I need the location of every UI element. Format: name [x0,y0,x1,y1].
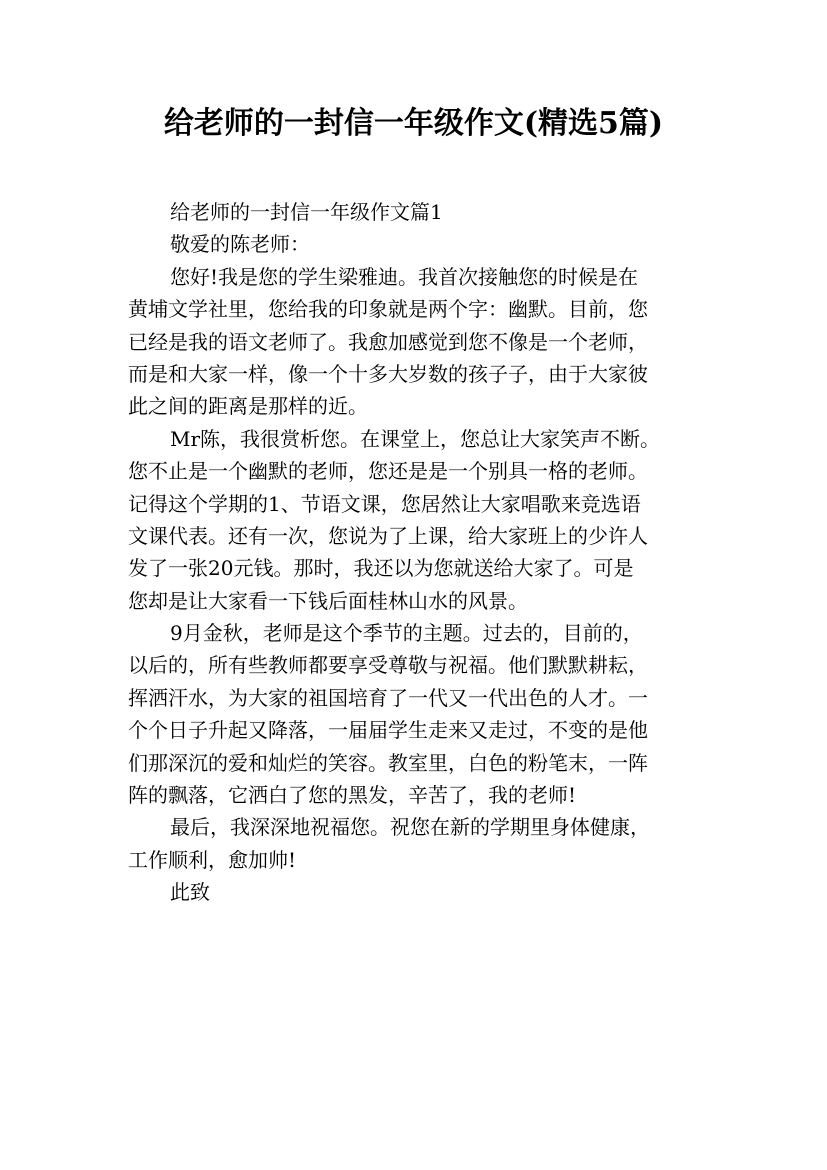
paragraph-line: 发了一张20元钱。那时，我还以为您就送给大家了。可是 [128,556,634,581]
document-title: 给老师的一封信一年级作文(精选5篇) [163,106,664,141]
closing-line: 此致 [170,880,210,905]
paragraph-line: 您好!我是您的学生梁雅迪。我首次接触您的时候是在 [170,264,639,289]
paragraph-line: 而是和大家一样，像一个十多大岁数的孩子子，由于大家彼 [128,361,648,386]
paragraph-line: 工作顺利，愈加帅! [128,847,297,872]
document-body [128,196,708,909]
paragraph-line: 此之间的距离是那样的近。 [128,394,368,419]
paragraph-line: 个个日子升起又降落，一届届学生走来又走过，不变的是他 [128,718,648,743]
salutation: 敬爱的陈老师： [170,232,310,257]
paragraph-line: 记得这个学期的1、节语文课，您居然让大家唱歌来竞选语 [128,491,641,516]
paragraph-line: 阵的飘落，它洒白了您的黑发，辛苦了，我的老师! [128,783,577,808]
paragraph-line: 您却是让大家看一下钱后面桂林山水的风景。 [128,588,528,613]
paragraph-line: 黄埔文学社里，您给我的印象就是两个字：幽默。目前，您 [128,297,648,322]
paragraph-line: 已经是我的语文老师了。我愈加感觉到您不像是一个老师， [128,329,648,354]
paragraph-line: Mr陈，我很赏析您。在课堂上，您总让大家笑声不断。 [170,426,661,451]
paragraph-line: 以后的，所有些教师都要享受尊敬与祝福。他们默默耕耘， [128,653,648,678]
paragraph-line: 最后，我深深地祝福您。祝您在新的学期里身体健康， [170,815,650,840]
paragraph-line: 挥洒汗水，为大家的祖国培育了一代又一代出色的人才。一 [128,685,648,710]
paragraph-line: 您不止是一个幽默的老师，您还是是一个别具一格的老师。 [128,459,648,484]
paragraph-line: 们那深沉的爱和灿烂的笑容。教室里，白色的粉笔末，一阵 [128,750,648,775]
paragraph-line: 9月金秋，老师是这个季节的主题。过去的，目前的， [170,621,643,646]
paragraph-line: 文课代表。还有一次，您说为了上课，给大家班上的少许人 [128,523,648,548]
section-heading: 给老师的一封信一年级作文篇1 [170,200,443,224]
